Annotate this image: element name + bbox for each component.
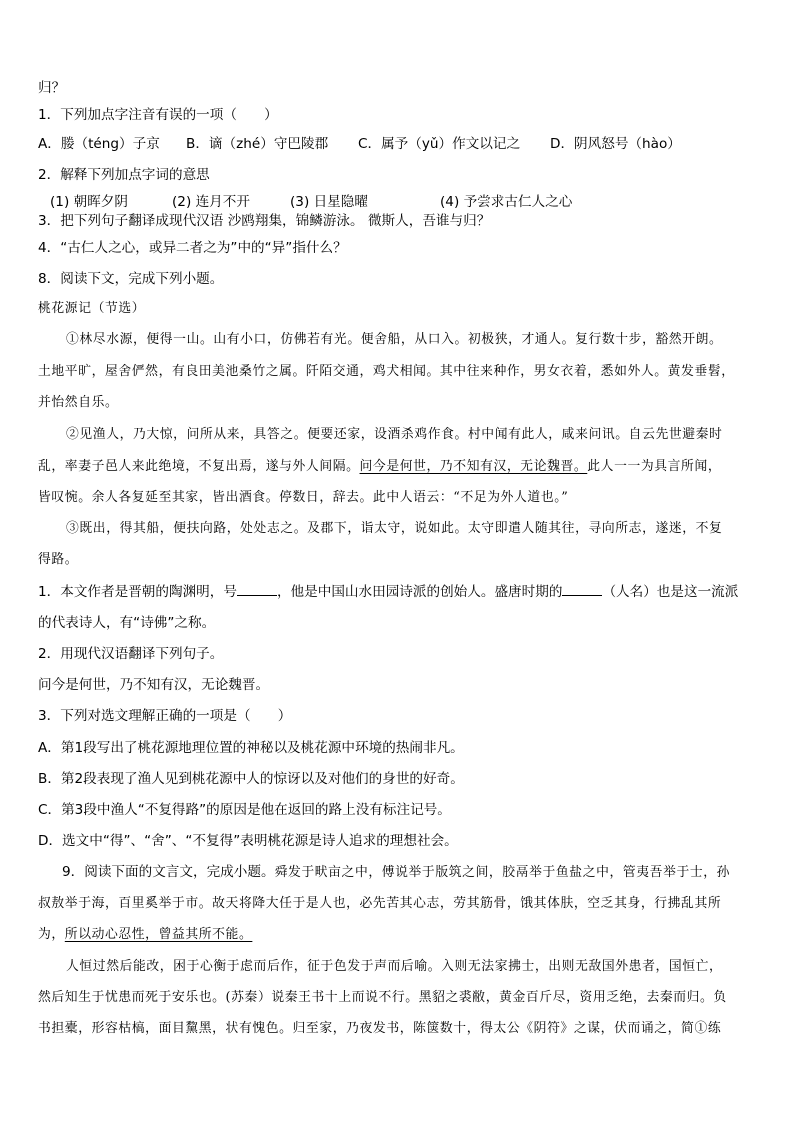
passage-line: 然后知生于忧患而死于安乐也。(苏秦）说秦王书十上而说不行。黑貂之裘敝，黄金百斤尽，资用乏绝，去秦而归。负 — [38, 990, 727, 1005]
text-line: 归？ — [38, 80, 66, 96]
sub-question-2: 2．用现代汉语翻译下列句子。 — [38, 646, 224, 662]
underlined-sentence: 问今是何世，乃不知有汉，无论魏晋。 — [359, 459, 588, 474]
passage-line — [38, 458, 768, 476]
q2-item-2: (2) 连月不开 — [172, 194, 250, 210]
sub-question-text: 1．本文作者是晋朝的陶渊明，号 — [38, 584, 237, 600]
sub-question-3-option-c: C．第3段中渔人“不复得路”的原因是他在返回的路上没有标注记号。 — [38, 802, 451, 818]
sub-question-text: （人名）也是这一流派 — [602, 584, 739, 600]
q1-option-a: A．媵（téng）子京 — [38, 136, 160, 152]
question-9-prompt: 9．阅读下面的文言文，完成小题。 — [62, 864, 275, 880]
sub-question-3: 3．下列对选文理解正确的一项是（ ） — [38, 708, 292, 724]
answer-blank[interactable] — [237, 583, 277, 596]
sub-question-3-option-b: B．第2段表现了渔人见到桃花源中人的惊讶以及对他们的身世的好奇。 — [38, 771, 464, 787]
passage-title: 桃花源记（节选） — [38, 301, 146, 316]
q2-item-3: (3) 日星隐曜 — [290, 194, 368, 210]
answer-blank[interactable] — [562, 583, 602, 596]
question-2: 2．解释下列加点字词的意思 — [38, 167, 210, 183]
question-4: 4．“古仁人之心，或异二者之为”中的“异”指什么？ — [38, 240, 347, 256]
q2-item-1: (1) 朝晖夕阴 — [50, 194, 128, 210]
q1-option-c: C．属予（yǔ）作文以记之 — [358, 136, 521, 152]
question-3: 3．把下列句子翻译成现代汉语 沙鸥翔集，锦鳞游泳。 微斯人，吾谁与归？ — [38, 213, 491, 229]
question-9 — [62, 863, 768, 882]
passage-line: 得路。 — [38, 552, 79, 567]
passage-text: 此人一一为具言所闻， — [587, 459, 722, 474]
underlined-sentence: 所以动心忍性，曾益其所不能。 — [64, 927, 253, 942]
q2-item-4: (4) 予尝求古仁人之心 — [440, 194, 573, 210]
sub-question-3-option-d: D．选文中“得”、“舍”、“不复得”表明桃花源是诗人追求的理想社会。 — [38, 833, 458, 849]
sub-question-3-option-a: A．第1段写出了桃花源地理位置的神秘以及桃花源中环境的热闹非凡。 — [38, 740, 464, 756]
passage-line: 皆叹惋。余人各复延至其家，皆出酒食。停数日，辞去。此中人语云：“不足为外人道也。” — [38, 490, 569, 505]
passage-line — [38, 926, 768, 944]
passage-text: 乱，率妻子邑人来此绝境，不复出焉，遂与外人间隔。 — [38, 459, 360, 474]
q1-option-b: B．谪（zhé）守巴陵郡 — [186, 136, 329, 152]
question-1: 1．下列加点字注音有误的一项（ ） — [38, 107, 278, 123]
passage-text: 舜发于畎亩之中，傅说举于版筑之间，胶鬲举于鱼盐之中，管夷吾举于士，孙 — [274, 865, 731, 880]
passage-line: 叔敖举于海，百里奚举于市。故天将降大任于是人也，必先苦其心志，劳其筋骨，饿其体肤，空乏其身，行拂乱其所 — [38, 896, 722, 911]
passage-line: 书担橐，形容枯槁，面目黧黑，状有愧色。归至家，乃夜发书，陈箧数十，得太公《阴符》之谋，伏而诵之，简①练 — [38, 1021, 722, 1036]
sub-question-text: ，他是中国山水田园诗派的创始人。盛唐时期的 — [276, 584, 563, 600]
passage-line: 土地平旷，屋舍俨然，有良田美池桑竹之属。阡陌交通，鸡犬相闻。其中往来种作，男女衣着，悉如外人。黄发垂髫， — [38, 364, 735, 379]
passage-line: ①林尽水源，便得一山。山有小口，仿佛若有光。便舍船，从口入。初极狭，才通人。复行数十步，豁然开朗。 — [66, 332, 723, 347]
sub-question-1-cont: 的代表诗人，有“诗佛”之称。 — [38, 615, 216, 631]
passage-line: 人恒过然后能改，困于心衡于虑而后作，征于色发于声而后喻。入则无法家拂士，出则无敌国外患者，国恒亡， — [66, 959, 723, 974]
question-8: 8．阅读下文，完成下列小题。 — [38, 271, 224, 287]
sub-question-2-sentence: 问今是何世，乃不知有汉，无论魏晋。 — [38, 677, 270, 693]
passage-line: ③既出，得其船，便扶向路，处处志之。及郡下，诣太守，说如此。太守即遣人随其往，寻向所志，遂迷，不复 — [66, 521, 723, 536]
passage-text: 为， — [38, 927, 65, 942]
q1-option-d: D．阴风怒号（hào） — [550, 136, 681, 152]
passage-line: 并怡然自乐。 — [38, 395, 119, 410]
sub-question-1 — [38, 583, 768, 601]
passage-line: ②见渔人，乃大惊，问所从来，具答之。便要还家，设酒杀鸡作食。村中闻有此人，咸来问讯。自云先世避秦时 — [66, 427, 723, 442]
